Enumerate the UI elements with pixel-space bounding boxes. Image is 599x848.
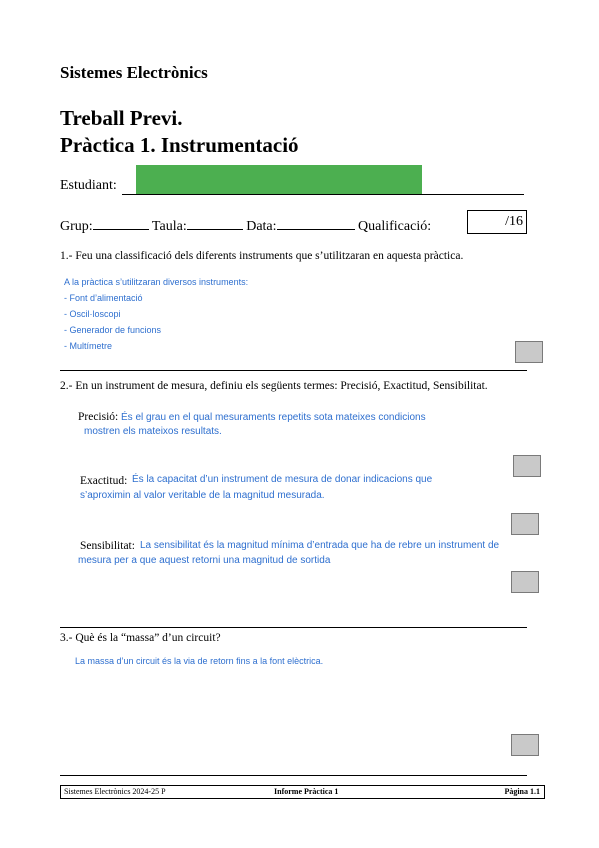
sensibilitat-definition-cont: mesura per a que aquest retorni una magnitud de sortida <box>78 555 331 566</box>
precisio-label: Precisió: <box>78 411 119 423</box>
footer-page-number: Pàgina 1.1 <box>504 787 540 796</box>
q3-answer: La massa d’un circuit és la via de retorn fins a la font elèctrica. <box>75 656 324 666</box>
taula-label: Taula: <box>151 219 187 234</box>
course-title: Sistemes Electrònics <box>60 63 208 82</box>
q3-grade-box[interactable] <box>511 734 539 756</box>
q1-divider <box>60 370 527 371</box>
page-title-line1: Treball Previ. <box>60 106 183 130</box>
footer-left: Sistemes Electrònics 2024-25 P <box>64 787 166 796</box>
q3-question: 3.- Què és la “massa” d’un circuit? <box>60 632 221 644</box>
precisio-grade-box[interactable] <box>513 455 541 477</box>
q1-item: - Multímetre <box>64 341 113 351</box>
sensibilitat-label: Sensibilitat: <box>80 540 135 552</box>
sensibilitat-definition: La sensibilitat és la magnitud mínima d’entrada que ha de rebre un instrument de <box>140 540 500 551</box>
q1-answer <box>64 274 248 354</box>
q2-divider <box>60 627 527 628</box>
data-field[interactable] <box>277 215 355 230</box>
precisio-definition <box>121 410 426 425</box>
q2-question: 2.- En un instrument de mesura, definiu els següents termes: Precisió, Exactitud, Sensibilitat. <box>60 380 488 392</box>
q1-item: - Font d’alimentació <box>64 293 143 303</box>
grup-field[interactable] <box>93 215 149 230</box>
student-underline <box>122 194 524 195</box>
student-label: Estudiant: <box>60 178 117 193</box>
score-box[interactable]: /16 <box>467 210 527 234</box>
sensibilitat-grade-box[interactable] <box>511 571 539 593</box>
q1-item: - Generador de funcions <box>64 325 162 335</box>
page-title-line2: Pràctica 1. Instrumentació <box>60 133 299 157</box>
fields-row <box>60 215 431 235</box>
q1-intro: A la pràctica s’utilitzaran diversos instruments: <box>64 277 249 287</box>
student-name-redaction <box>136 165 422 194</box>
exactitud-label: Exactitud: <box>80 475 128 487</box>
taula-field[interactable] <box>187 215 243 230</box>
q1-grade-box[interactable] <box>515 341 543 363</box>
exactitud-definition: És la capacitat d’un instrument de mesura de donar indicacions que <box>132 474 433 485</box>
qualificacio-label: Qualificació: <box>358 219 432 234</box>
q1-item: - Oscil·loscopi <box>64 309 121 319</box>
footer <box>60 785 545 799</box>
footer-center: Informe Pràctica 1 <box>274 787 339 796</box>
exactitud-grade-box[interactable] <box>511 513 539 535</box>
precisio-line: És el grau en el qual mesuraments repetits sota mateixes condicions <box>121 412 426 423</box>
data-label: Data: <box>246 219 277 234</box>
exactitud-definition-cont: s’aproximin al valor veritable de la magnitud mesurada. <box>80 490 325 501</box>
q3-divider <box>60 775 527 776</box>
grup-label: Grup: <box>60 219 93 234</box>
precisio-definition-cont: mostren els mateixos resultats. <box>84 426 222 437</box>
q1-question: 1.- Feu una classificació dels diferents instruments que s’utilitzaran en aquesta pràctica. <box>60 250 464 262</box>
